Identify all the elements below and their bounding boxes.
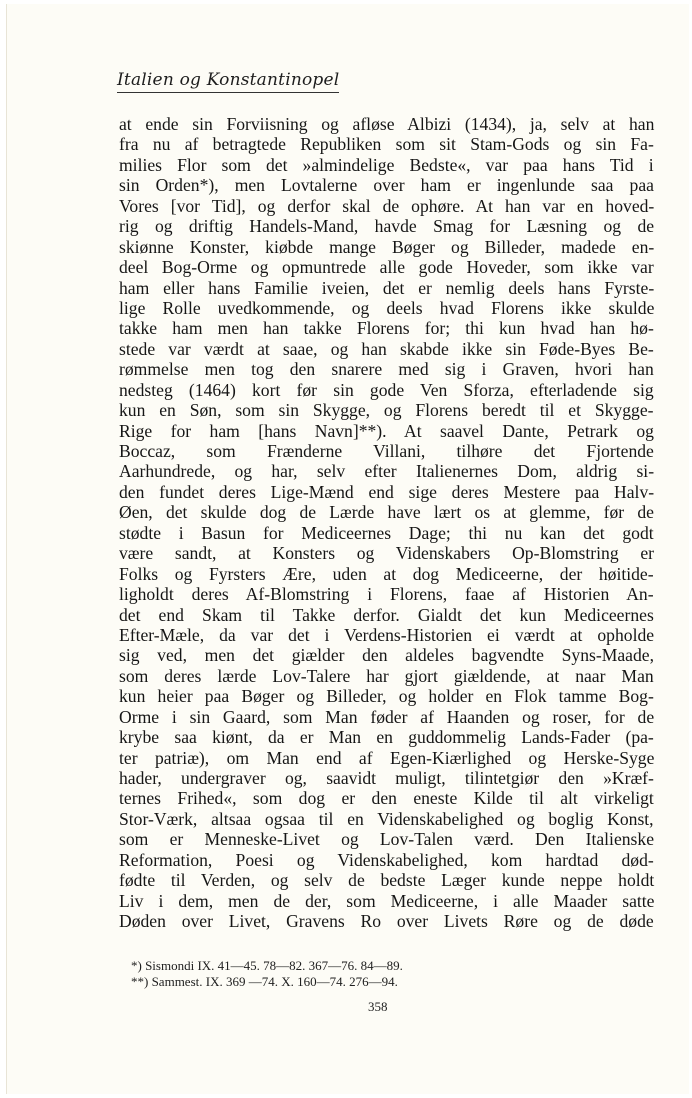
text-line: takke ham men han takke Florens for; thi kun hvad han hø- (119, 318, 654, 339)
text-line: ham eller hans Familie iveien, det er nemlig deels hans Fyrste- (119, 277, 655, 298)
text-line: Boccaz, som Frænderne Villani, tilhøre det Fjortende (119, 441, 654, 461)
text-line: deel Bog-Orme og opmuntrede alle gode Hoveder, som ikke var (119, 257, 654, 278)
text-line: som deres lærde Lov-Talere har gjort giældende, at naar Man (119, 665, 654, 686)
page-number: 358 (368, 999, 388, 1014)
footnotes (131, 958, 403, 990)
text-line: nedsteg (1464) kort før sin gode Ven Sforza, efterladende sig (119, 379, 654, 400)
text-line: sig ved, men det giælder den aldeles bagvendte Syns-Maade, (119, 645, 654, 666)
text-line: Stor-Værk, altsaa ogsaa til en Videnskabelighed og boglig Konst, (119, 808, 654, 829)
text-line: Orme i sin Gaard, som Man føder af Haanden og roser, for de (119, 706, 655, 727)
text-line: skiønne Konster, kiøbde mange Bøger og Billeder, madede en- (119, 236, 655, 257)
text-line: lige Rolle uvedkommende, og deels hvad Florens ikke skulde (119, 297, 655, 318)
text-line: som er Menneske-Livet og Lov-Talen værd. Den Italienske (119, 829, 655, 850)
text-line: være sandt, at Konsters og Videnskabers Op-Blomstring er (119, 543, 654, 564)
text-line: fødte til Verden, og selv de bedste Læger kunde neppe holdt (119, 870, 655, 891)
running-header: Italien og Konstantinopel (117, 70, 339, 93)
text-line: Øen, det skulde dog de Lærde have lært os at glemme, før de (119, 502, 654, 523)
text-line: ter patriæ), om Man end af Egen-Kiærlighed og Herske-Syge (119, 747, 655, 768)
text-line: den fundet deres Lige-Mænd end sige deres Mestere paa Halv- (119, 481, 655, 502)
text-line: Folks og Fyrsters Ære, uden at dog Mediceerne, der høitide- (119, 563, 654, 584)
text-line: fra nu af betragtede Republiken som sit Stam-Gods og sin Fa- (119, 134, 654, 155)
text-line: kun en Søn, som sin Skygge, og Florens beredt til et Skygge- (119, 400, 654, 421)
text-line: rømmelse men tog den snarere med sig i Graven, hvori han (119, 359, 654, 380)
text-line: Rige for ham [hans Navn]**). At saavel Dante, Petrark og (119, 420, 654, 441)
text-line: at ende sin Forviisning og afløse Albizi (1434), ja, selv at han (119, 114, 655, 134)
text-line: stødte i Basun for Mediceernes Dage; thi nu kan det godt (119, 522, 654, 543)
text-line: Døden over Livet, Gravens Ro over Livets Røre og de døde (119, 911, 654, 932)
text-line: rig og driftig Handels-Mand, havde Smag for Læsning og de (119, 216, 655, 237)
body-text (119, 114, 654, 932)
text-line: kun heier paa Bøger og Billeder, og holder en Flok tamme Bog- (119, 686, 654, 707)
text-line: Liv i dem, men de der, som Mediceerne, i alle Maader satte (119, 890, 655, 911)
text-line: Reformation, Poesi og Videnskabelighed, kom hardtad død- (119, 849, 654, 870)
text-line: stede var værdt at saae, og han skabde ikke sin Føde-Byes Be- (119, 338, 654, 359)
text-line: sin Orden*), men Lovtalerne over ham er ingenlunde saa paa (119, 175, 654, 196)
footnote-2: **) Sammest. IX. 369 —74. X. 160—74. 276—94. (131, 974, 398, 989)
text-line: det end Skam til Takke derfor. Gialdt det kun Mediceernes (119, 604, 654, 625)
text-line: Efter-Mæle, da var det i Verdens-Historien ei værdt at opholde (119, 624, 655, 645)
text-line: milies Flor som det »almindelige Bedste«, var paa hans Tid i (119, 154, 654, 175)
text-line: Vores [vor Tid], og derfor skal de ophøre. At han var en hoved- (119, 195, 655, 216)
footnote-1: *) Sismondi IX. 41—45. 78—82. 367—76. 84—89. (131, 958, 403, 973)
text-line: ternes Frihed«, som dog er den eneste Kilde til alt virkeligt (119, 788, 654, 809)
text-line: hader, undergraver og, saavidt muligt, tilintetgiør den »Kræf- (119, 768, 654, 788)
text-line: ligholdt deres Af-Blomstring i Florens, faae af Historien An- (119, 584, 654, 605)
text-line: krybe saa kiønt, da er Man en guddommelig Lands-Fader (pa- (119, 727, 654, 748)
text-line: Aarhundrede, og har, selv efter Italienernes Dom, aldrig si- (119, 461, 655, 482)
